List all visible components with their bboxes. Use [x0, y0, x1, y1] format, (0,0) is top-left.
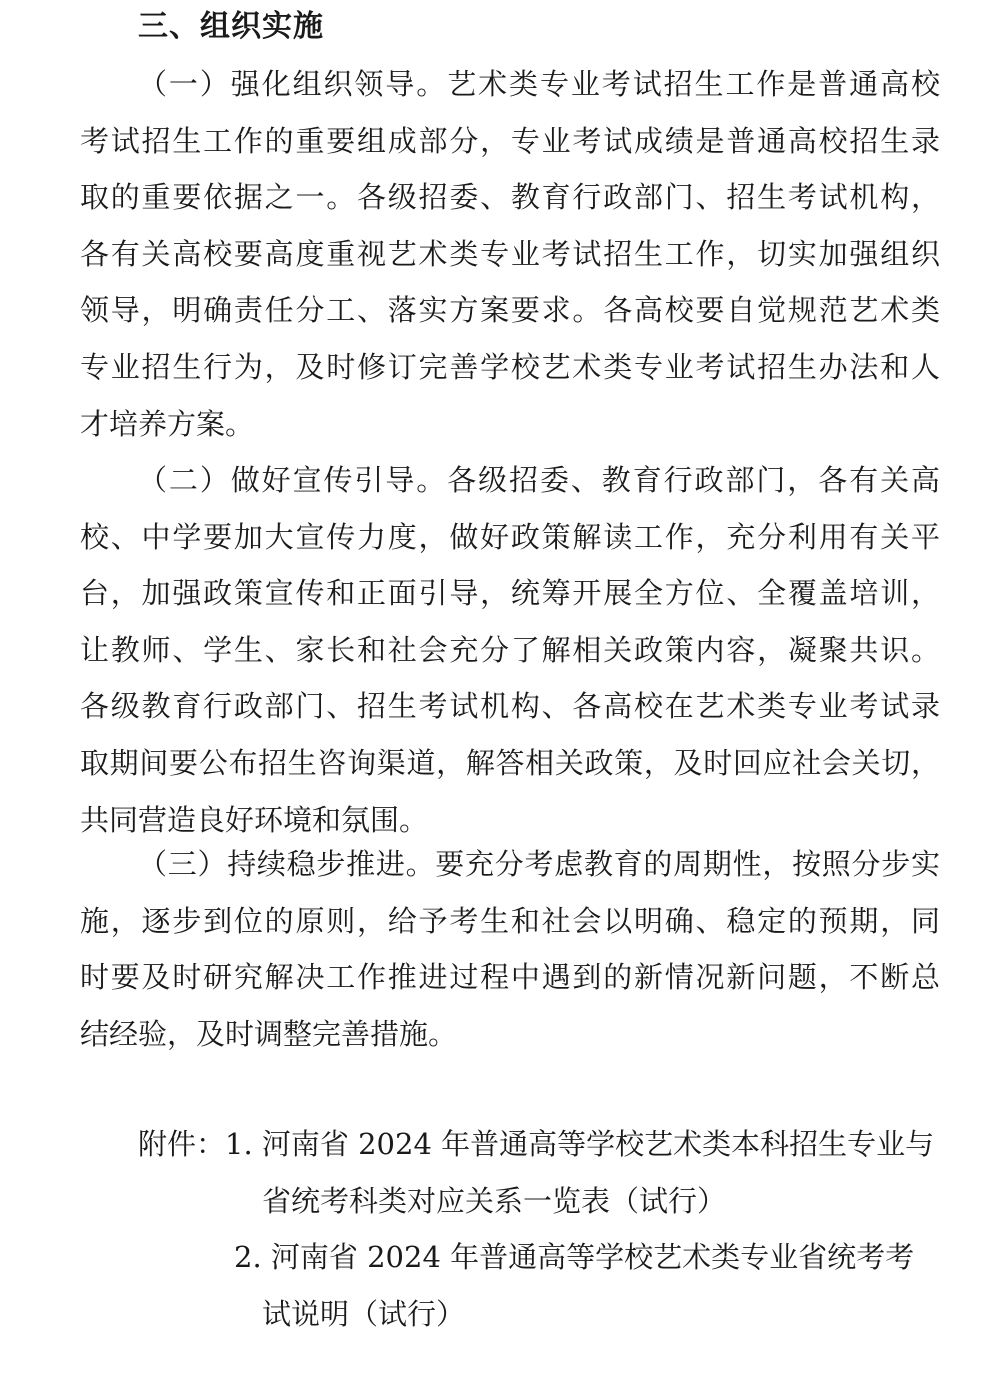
section-heading: 三、组织实施	[138, 9, 324, 44]
attachment-item-2: 2. 河南省 2024 年普通高等学校艺术类专业省统考考	[234, 1240, 915, 1275]
paragraph-line: 取的重要依据之一。各级招委、教育行政部门、招生考试机构，	[80, 180, 940, 215]
paragraph-organization-leadership	[80, 56, 940, 452]
paragraph-steady-progress	[80, 836, 940, 1062]
paragraph-line: 校、中学要加大宣传力度，做好政策解读工作，充分利用有关平	[80, 519, 940, 554]
paragraph-line: 各有关高校要高度重视艺术类专业考试招生工作，切实加强组织	[80, 236, 940, 271]
paragraph-line: 结经验，及时调整完善措施。	[80, 1016, 458, 1051]
paragraph-line: 领导，明确责任分工、落实方案要求。各高校要自觉规范艺术类	[80, 293, 940, 328]
paragraph-line: 考试招生工作的重要组成部分，专业考试成绩是普通高校招生录	[80, 123, 940, 158]
attachment-item-1-continuation: 省统考科类对应关系一览表（试行）	[262, 1183, 727, 1218]
paragraph-line: 共同营造良好环境和氛围。	[80, 802, 429, 837]
paragraph-line: （一）强化组织领导。艺术类专业考试招生工作是普通高校	[138, 67, 940, 101]
paragraph-line: （二）做好宣传引导。各级招委、教育行政部门，各有关高	[138, 463, 940, 497]
paragraph-line: 专业招生行为，及时修订完善学校艺术类专业考试招生办法和人	[80, 349, 940, 384]
paragraph-line: （三）持续稳步推进。要充分考虑教育的周期性，按照分步实	[138, 847, 940, 881]
paragraph-line: 才培养方案。	[80, 406, 255, 441]
attachments-list	[138, 1116, 938, 1342]
paragraph-line: 时要及时研究解决工作推进过程中遇到的新情况新问题，不断总	[80, 960, 940, 995]
paragraph-line: 取期间要公布招生咨询渠道，解答相关政策，及时回应社会关切，	[80, 745, 940, 780]
attachment-item-1: 附件：1. 河南省 2024 年普通高等学校艺术类本科招生专业与	[138, 1127, 935, 1161]
paragraph-line: 施，逐步到位的原则，给予考生和社会以明确、稳定的预期，同	[80, 903, 940, 938]
attachment-item-2-continuation: 试说明（试行）	[262, 1296, 466, 1331]
paragraph-line: 让教师、学生、家长和社会充分了解相关政策内容，凝聚共识。	[80, 632, 940, 667]
paragraph-publicity-guidance	[80, 452, 940, 848]
paragraph-line: 台，加强政策宣传和正面引导，统筹开展全方位、全覆盖培训，	[80, 576, 940, 611]
paragraph-line: 各级教育行政部门、招生考试机构、各高校在艺术类专业考试录	[80, 689, 940, 724]
